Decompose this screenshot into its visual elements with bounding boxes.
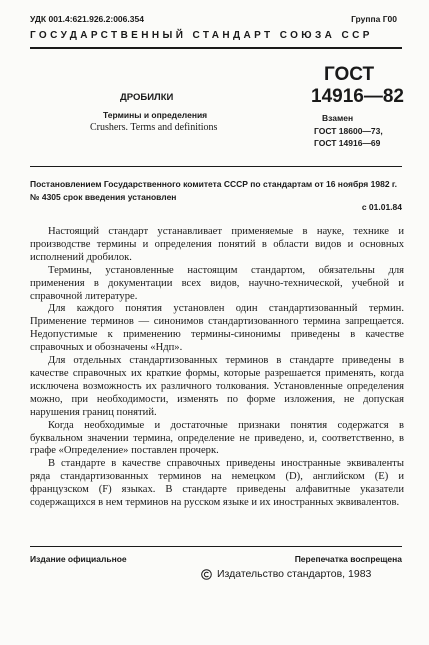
group-code: Группа Г00 (351, 14, 397, 24)
gost-number: 14916—82 (311, 86, 404, 107)
document-title-english: Crushers. Terms and definitions (90, 122, 218, 133)
replaced-standard: ГОСТ 18600—73, (314, 126, 383, 136)
footer-divider (30, 546, 402, 547)
decree-text: Постановлением Государственного комитета СССР по стандартам от 16 ноября 1982 г. № 4305 срок введения установлен (30, 179, 397, 202)
document-title: ДРОБИЛКИ (120, 92, 174, 103)
replaced-standard: ГОСТ 14916—69 (314, 138, 381, 148)
reprint-notice: Перепечатка воспрещена (294, 554, 402, 564)
copyright-icon (201, 569, 212, 580)
effective-date: с 01.01.84 (361, 202, 402, 212)
title-divider (30, 166, 402, 167)
paragraph: Для отдельных стандартизованных терминов в стандарте приведены в качестве справочных их краткие формы, которые разрешается применять, когда исключена возможность их различного толкования. Установленные определения можно, при необходимости, изменять по форме изложения, не допуская нарушения границ понятий. (30, 355, 404, 418)
paragraph: Для каждого понятия установлен один стандартизованный термин. Применение терминов — синонимов стандартизованного термина запрещается. Недопустимые к применению термины-синонимы приведены в качестве справочных и обозначены «Ндп». (30, 303, 404, 354)
document-subtitle: Термины и определения (103, 110, 208, 120)
paragraph: В стандарте в качестве справочных приведены иностранные эквиваленты ряда стандартизованных терминов на немецком (D), английском (E) и французском (F) языках. В стандарте приведены алфавитные указатели содержащихся в нем терминов на русском языке и их иностранных эквивалентов. (30, 458, 404, 509)
copyright-text: Издательство стандартов, 1983 (217, 568, 372, 580)
udc-code: УДК 001.4:621.926.2:006.354 (30, 14, 144, 24)
paragraph: Термины, установленные настоящим стандартом, обязательны для применения в документации всех видов, научно-технической, учебной и справочной литературе. (30, 264, 404, 302)
body-text (30, 226, 404, 510)
edition-label: Издание официальное (30, 554, 127, 564)
header-divider (30, 47, 402, 49)
gost-label: ГОСТ (324, 64, 375, 85)
replaces-label: Взамен (322, 113, 354, 123)
copyright-line (201, 568, 371, 580)
paragraph: Когда необходимые и достаточные признаки понятия содержатся в буквальном значении термина, определение не приведено, и, соответственно, в графе «Определение» поставлен прочерк. (30, 419, 404, 457)
standard-banner: ГОСУДАРСТВЕННЫЙ СТАНДАРТ СОЮЗА ССР (30, 30, 373, 41)
paragraph: Настоящий стандарт устанавливает применяемые в науке, технике и производстве термины и определения понятий в области видов и основных исполнений дробилок. (30, 226, 404, 263)
